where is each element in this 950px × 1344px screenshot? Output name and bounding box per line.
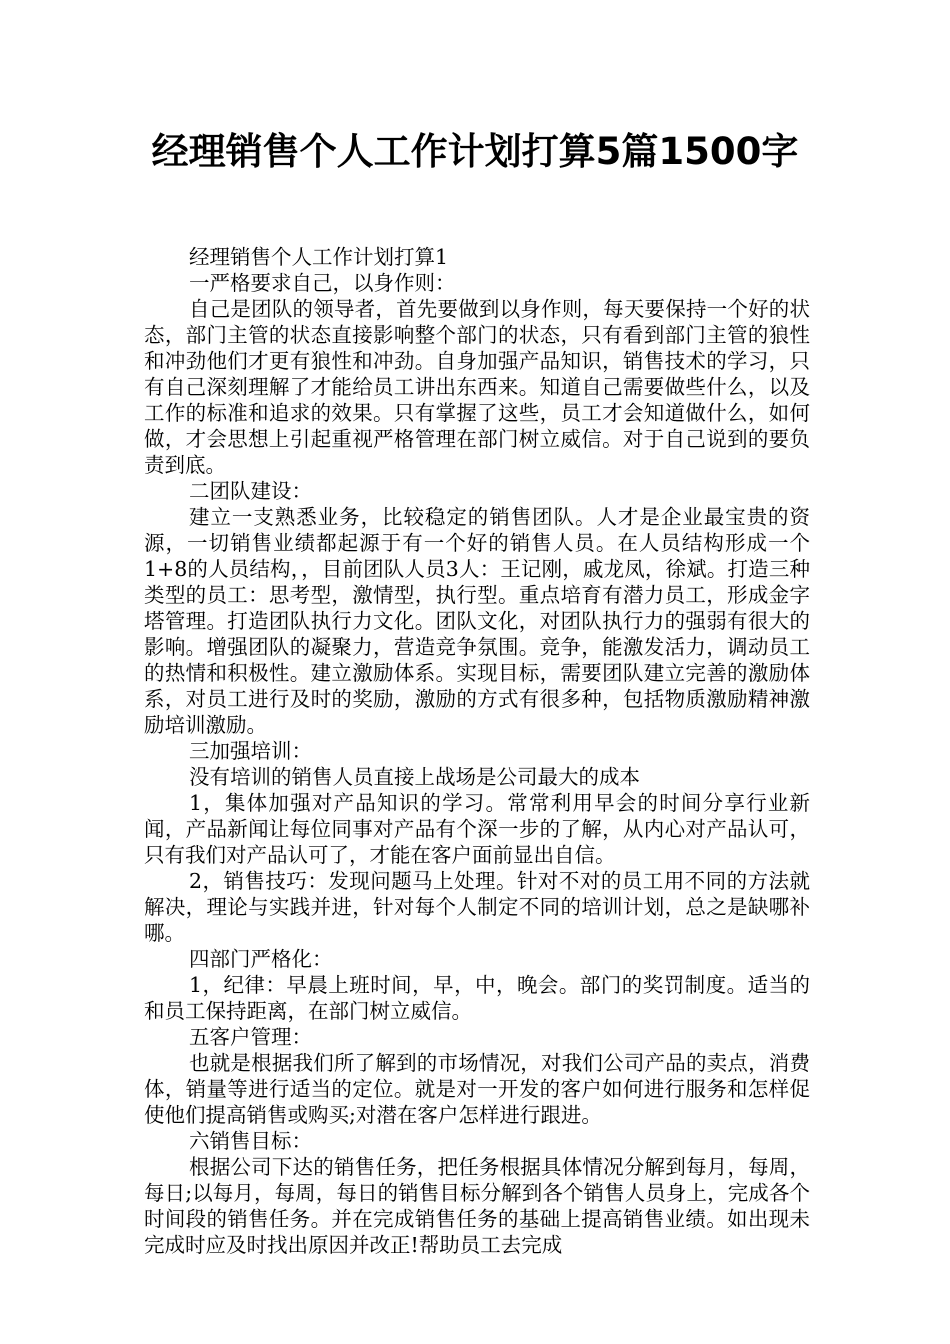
body-paragraph: 没有培训的销售人员直接上战场是公司最大的成本: [189, 765, 640, 789]
section-heading: 经理销售个人工作计划打算1: [189, 245, 449, 269]
section-heading: 五客户管理：: [189, 1025, 312, 1049]
document-body: [144, 244, 810, 1258]
section-heading: 四部门严格化：: [189, 947, 333, 971]
section-heading: 三加强培训：: [189, 739, 312, 763]
body-paragraph: 自己是团队的领导者，首先要做到以身作则，每天要保持一个好的状态，部门主管的状态直接影响整个部门的状态，只有看到部门主管的狼性和冲劲他们才更有狼性和冲劲。自身加强产品知识，销售技术的学习，只有自己深刻理解了才能给员工讲出东西来。知道自己需要做些什么，以及工作的标准和追求的效果。只有掌握了这些，员工才会知道做什么，如何做，才会思想上引起重视严格管理在部门树立威信。对于自己说到的要负责到底。: [144, 297, 810, 477]
body-paragraph: 2，销售技巧：发现问题马上处理。针对不对的员工用不同的方法就解决，理论与实践并进，针对每个人制定不同的培训计划，总之是缺哪补哪。: [144, 869, 810, 945]
body-paragraph: 也就是根据我们所了解到的市场情况，对我们公司产品的卖点，消费体，销量等进行适当的定位。就是对一开发的客户如何进行服务和怎样促使他们提高销售或购买;对潜在客户怎样进行跟进。: [144, 1051, 810, 1127]
body-paragraph: 根据公司下达的销售任务，把任务根据具体情况分解到每月，每周，每日;以每月，每周，每日的销售目标分解到各个销售人员身上，完成各个时间段的销售任务。并在完成销售任务的基础上提高销售业绩。如出现未完成时应及时找出原因并改正!帮助员工去完成: [144, 1155, 810, 1257]
document-title: 经理销售个人工作计划打算5篇1500字: [151, 130, 799, 173]
body-paragraph: 1，纪律：早晨上班时间，早，中，晚会。部门的奖罚制度。适当的和员工保持距离，在部门树立威信。: [144, 973, 810, 1023]
body-paragraph: 建立一支熟悉业务，比较稳定的销售团队。人才是企业最宝贵的资源，一切销售业绩都起源于有一个好的销售人员。在人员结构形成一个1+8的人员结构，，目前团队人员3人：王记刚，戚龙凤，徐斌。打造三种类型的员工：思考型，激情型，执行型。重点培育有潜力员工，形成金字塔管理。打造团队执行力文化。团队文化，对团队执行力的强弱有很大的影响。增强团队的凝聚力，营造竞争氛围。竞争，能激发活力，调动员工的热情和积极性。建立激励体系。实现目标，需要团队建立完善的激励体系，对员工进行及时的奖励，激励的方式有很多种，包括物质激励精神激励培训激励。: [144, 505, 810, 737]
section-heading: 六销售目标：: [189, 1129, 312, 1153]
section-heading: 一严格要求自己，以身作则：: [189, 271, 456, 295]
section-heading: 二团队建设：: [189, 479, 312, 503]
body-paragraph: 1，集体加强对产品知识的学习。常常利用早会的时间分享行业新闻，产品新闻让每位同事对产品有个深一步的了解，从内心对产品认可，只有我们对产品认可了，才能在客户面前显出自信。: [144, 791, 810, 867]
